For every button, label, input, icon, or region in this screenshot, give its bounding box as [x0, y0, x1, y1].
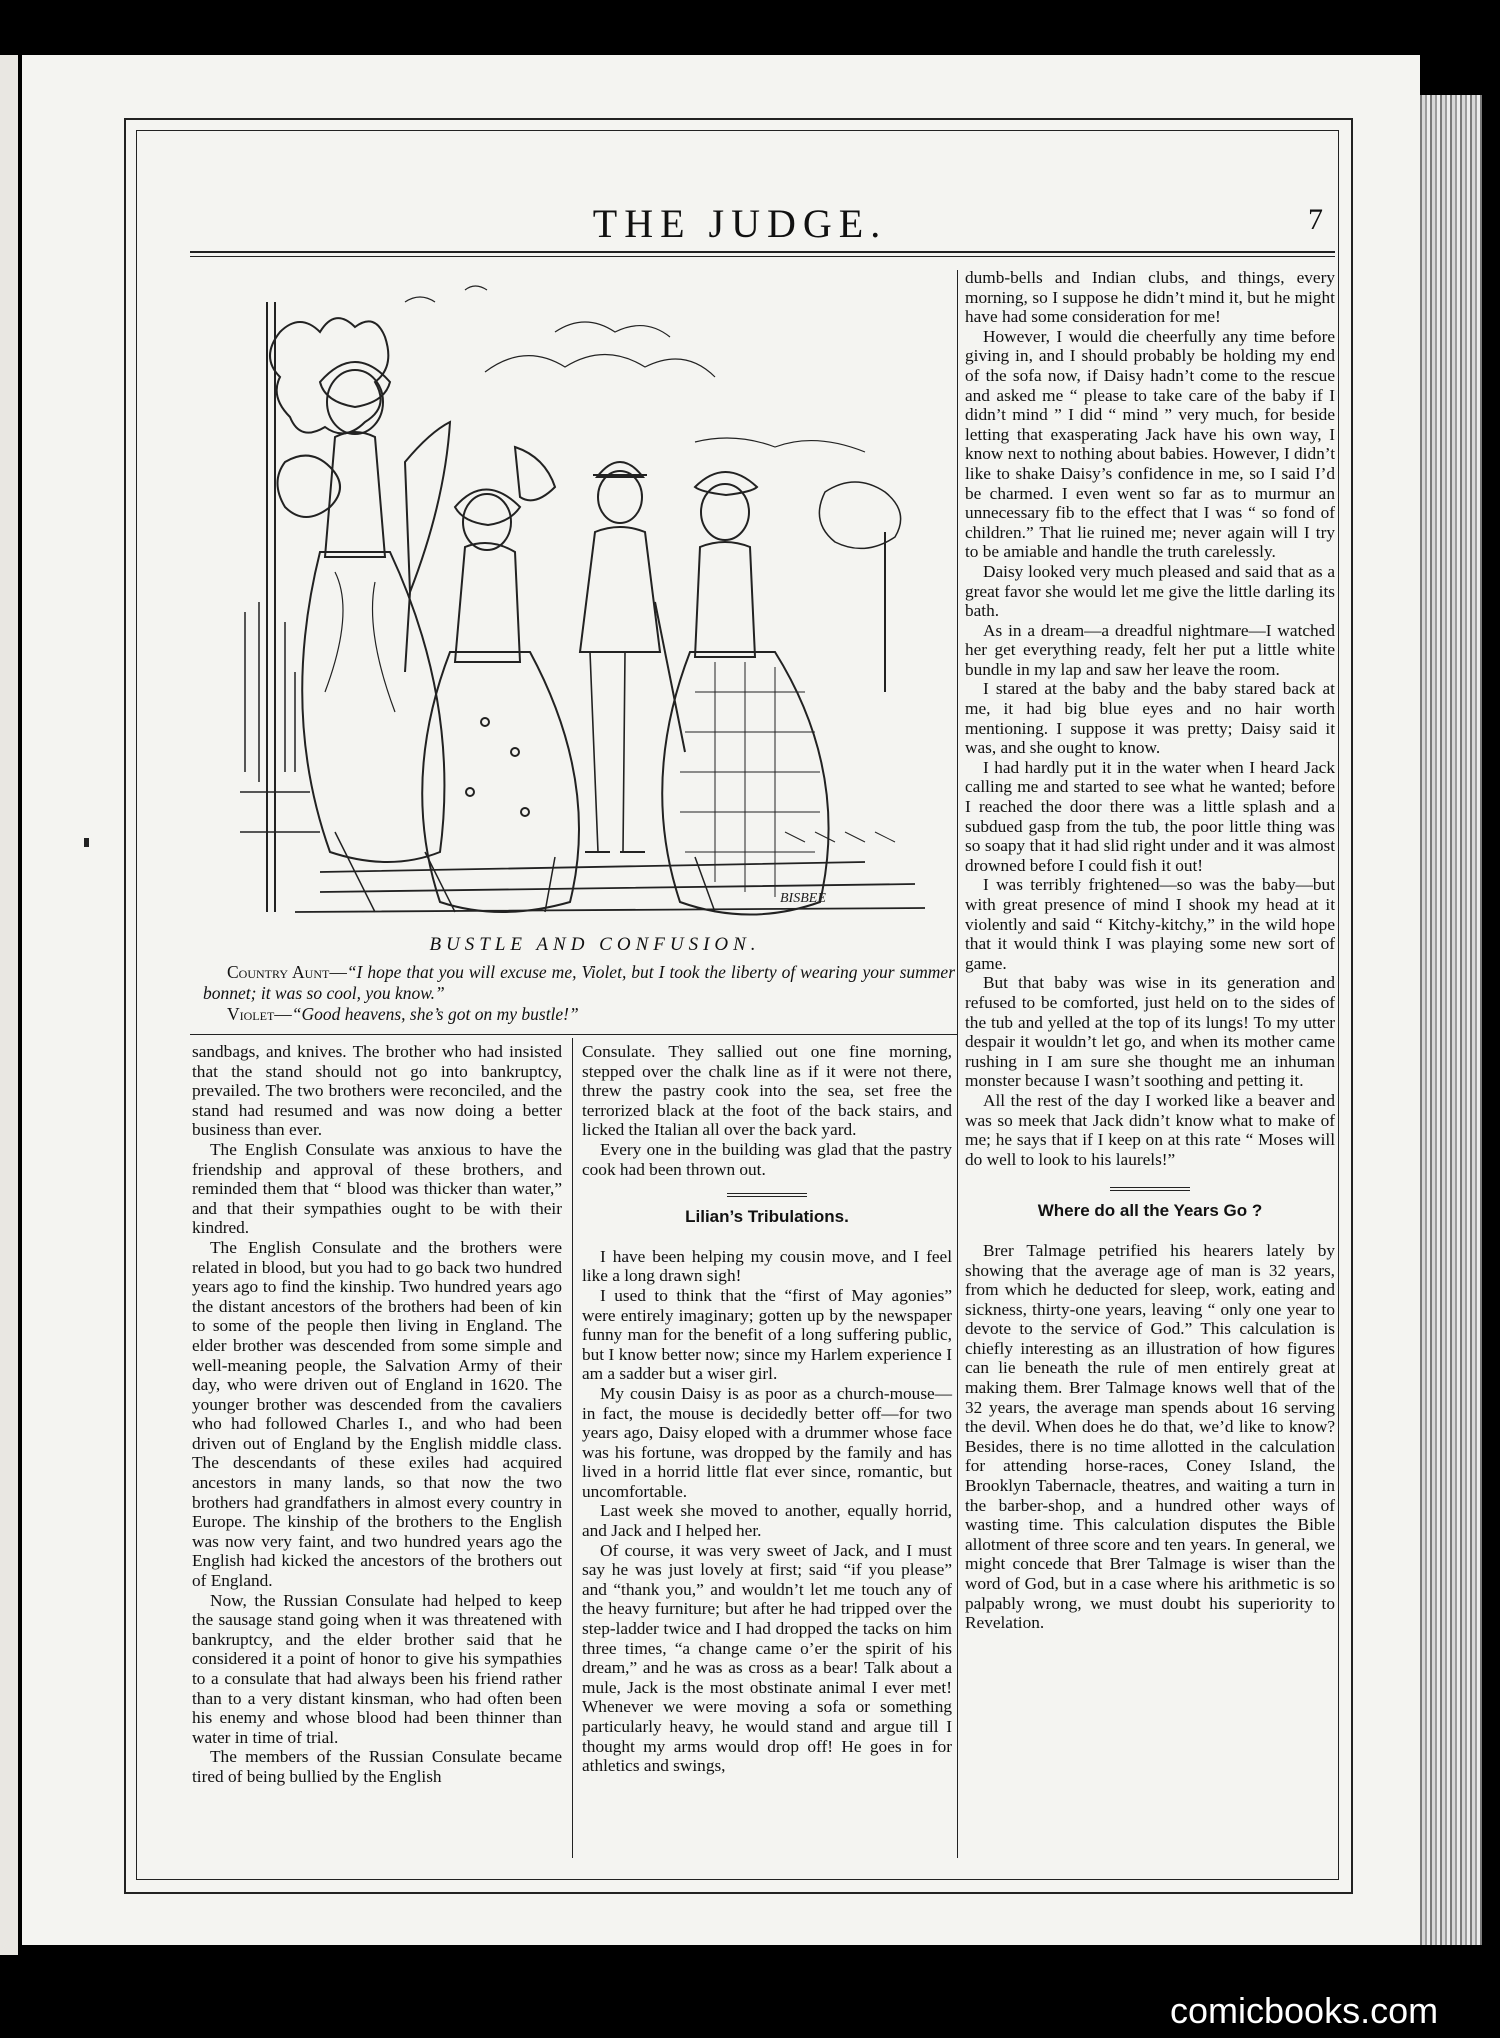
cartoon-illustration	[225, 272, 945, 922]
paragraph: I have been helping my cousin move, and I feel like a long drawn sigh!	[582, 1246, 952, 1286]
column-rule-left	[572, 1038, 573, 1858]
ink-speck	[84, 838, 89, 847]
masthead-title: THE JUDGE.	[592, 201, 888, 246]
paragraph: The English Consulate was anxious to have the friendship and approval of these brothers, and reminded them that “ blood was thicker than water,” and that their sympathies ought to be with their kindred.	[192, 1139, 562, 1238]
caption-line-1: “I hope that you will excuse me, Violet, but I took the liberty of wearing your summer bonnet; it was so cool, you know.”	[203, 962, 956, 1003]
book-spine-edge	[0, 55, 18, 1955]
section-heading: Lilian’s Tribulations.	[685, 1207, 849, 1227]
paragraph: Every one in the building was glad that the pastry cook had been thrown out.	[582, 1139, 952, 1179]
paragraph: Daisy looked very much pleased and said that as a great favor she would let me give the little darling its bath.	[965, 561, 1335, 621]
page-stack-edge	[1420, 95, 1482, 1945]
article-column-1	[192, 1042, 562, 1787]
caption-speaker-1: Country Aunt	[227, 962, 330, 982]
paragraph: The members of the Russian Consulate became tired of being bullied by the English	[192, 1747, 562, 1786]
paragraph: Last week she moved to another, equally horrid, and Jack and I helped her.	[582, 1501, 952, 1541]
paragraph: I was terribly frightened—so was the baby—but with great presence of mind I shook my head at it violently and said “ Kitchy-kitchy,” in the wild hope that it would think I was playing some new sort of game.	[965, 875, 1335, 973]
paragraph: sandbags, and knives. The brother who had insisted that the stand should not go into bankruptcy, prevailed. The two brothers were reconciled, and the stand had resumed and was now doing a better business than ever.	[192, 1042, 562, 1140]
cartoon-title: BUSTLE AND CONFUSION.	[429, 934, 761, 955]
paragraph: As in a dream—a dreadful nightmare—I watched her get everything ready, felt her put a little white bundle in my lap and saw her leave the room.	[965, 620, 1335, 679]
section-ornament	[727, 1193, 807, 1197]
article-column-2	[582, 1042, 952, 1776]
masthead-rule-thin	[190, 256, 1335, 257]
cartoon-bottom-rule	[190, 1034, 957, 1035]
paragraph: My cousin Daisy is as poor as a church-mouse—in fact, the mouse is decidedly better off—for two years ago, Daisy eloped with a drummer whose face was his fortune, was dropped by the family and has lived in a horrid little flat ever since, romantic, but uncomfortable.	[582, 1383, 952, 1501]
paragraph: All the rest of the day I worked like a beaver and was so meek that Jack didn’t know what to make of me; he says that if I keep on at this rate “ Moses will do well to look to his laurels!”	[965, 1090, 1335, 1169]
paragraph: Consulate. They sallied out one fine morning, stepped over the chalk line as if it were not there, threw the pastry cook into the sea, set free the terrorized black at the foot of the back stairs, and licked the Italian all over the back yard.	[582, 1042, 952, 1140]
paragraph: I used to think that the “first of May agonies” were entirely imaginary; gotten up by the newspaper funny man for the benefit of a long suffering public, but I know better now; since my Harlem experience I am a sadder but a wiser girl.	[582, 1285, 952, 1384]
paragraph: The English Consulate and the brothers were related in blood, but you had to go back two hundred years ago to find the kinship. Two hundred years ago the distant ancestors of the brothers had been of kin to some of the people then living in England. The elder brother was descended from some simple and well-meaning people, the Salvation Army of their day, who were driven out of England in 1620. The younger brother was descended from the cavaliers who had followed Charles I., and who had been driven out of England by the English middle class. The descendants of these exiles had acquired ancestors in many lands, so that now the two brothers had grandfathers in almost every country in Europe. The kinship of the brothers to the English was now very faint, and two hundred years ago the English had kicked the ancestors of the brothers out of England.	[192, 1237, 562, 1591]
paragraph: But that baby was wise in its generation and refused to be comforted, just held on to the sides of the tub and yelled at the top of its lungs! To my utter despair it wouldn’t let go, and when its mother came rushing in I am sure she thought me an inhuman monster because I wasn’t soothing and petting it.	[965, 973, 1335, 1091]
section-heading: Where do all the Years Go ?	[1037, 1201, 1263, 1221]
paragraph: Now, the Russian Consulate had helped to keep the sausage stand going when it was threatened with bankruptcy, and the elder brother said that he considered it a point of honor to give his sympathies to a consulate that had always been his friend rather than to a very distant kinsman, who had often been his enemy and whose blood had been thinner than water in time of trial.	[192, 1590, 562, 1747]
paragraph: Brer Talmage petrified his hearers lately by showing that the average age of man is 32 years, from which he deducted for sleep, work, eating and sickness, thirty-one years, leaving “ only one year to devote to the service of God.” This calculation is chiefly interesting as an illustration of how figures can lie beneath the rule of men entirely great at making them. Brer Talmage knows well that of the 32 years, the average man spends about 16 serving the devil. When does he do that, we’d like to know? Besides, there is no time allotted in the calculation for attending horse-races, Coney Island, the Brooklyn Tabernacle, theatres, and waiting a turn in the barber-shop, and a hundred other ways of wasting time. This calculation disputes the Bible allotment of three score and ten years. In general, we might concede that Brer Talmage is wiser than the word of God, but in a case where his arithmetic is so palpably wrong, we must doubt his superiority to Revelation.	[965, 1240, 1335, 1633]
article-column-3	[965, 268, 1335, 1633]
paragraph: dumb-bells and Indian clubs, and things, every morning, so I suppose he didn’t mind it, but he might have had some consideration for me!	[965, 268, 1335, 327]
watermark-text: comicbooks.com	[1170, 1990, 1439, 2031]
paragraph: However, I would die cheerfully any time before giving in, and I should probably be holding my end of the sofa now, if Daisy hadn’t come to the rescue and asked me “ please to take care of the baby if I didn’t mind ” I did “ mind ” very much, for beside letting that exasperating Jack have his own way, I know next to nothing about babies. However, I didn’t like to shake Daisy’s confidence in me, so I said I’d be charmed. I even went so far as to murmur an unnecessary fib to the effect that I was “ so fond of children.” That lie ruined me; never again will I try to be amiable and handle the truth carelessly.	[965, 326, 1335, 562]
caption-line-2: “Good heavens, she’s got on my bustle!”	[291, 1004, 579, 1024]
caption-speaker-2: Violet	[227, 1004, 275, 1024]
cartoon-caption: Country Aunt—“I hope that you will excuse me, Violet, but I took the liberty of wearing your summer bonnet; it was so cool, you know.” Violet—“Good heavens, she’s got on my bustle!”	[203, 962, 956, 1024]
page-number: 7	[1308, 203, 1323, 236]
section-ornament	[1110, 1187, 1190, 1191]
masthead-rule	[190, 251, 1335, 253]
cartoon-signature: BISBEE	[780, 891, 826, 906]
paragraph: Of course, it was very sweet of Jack, and I must say he was just lovely at first; said “if you please” and “thank you,” and wouldn’t let me touch any of the heavy furniture; but after he had tripped over the step-ladder twice and I had dropped the tacks on him three times, “a change came o’er the spirit of his dream,” and he was as cross as a bear! Talk about a mule, Jack is the most obstinate animal I ever met! Whenever we were moving a sofa or something particularly heavy, he would stand and argue till I thought my arms would drop off! He goes in for athletics and swings,	[582, 1540, 952, 1776]
column-rule-right	[957, 270, 958, 1858]
paragraph: I stared at the baby and the baby stared back at me, it had big blue eyes and no hair worth mentioning. I suppose it was pretty; Daisy said it was, and she ought to know.	[965, 679, 1335, 758]
paragraph: I had hardly put it in the water when I heard Jack calling me and started to see what he wanted; before I reached the door there was a little splash and a subdued gasp from the tub, the poor little thing was so soapy that it had slid right under and it was almost drowned before I could fish it out!	[965, 757, 1335, 875]
